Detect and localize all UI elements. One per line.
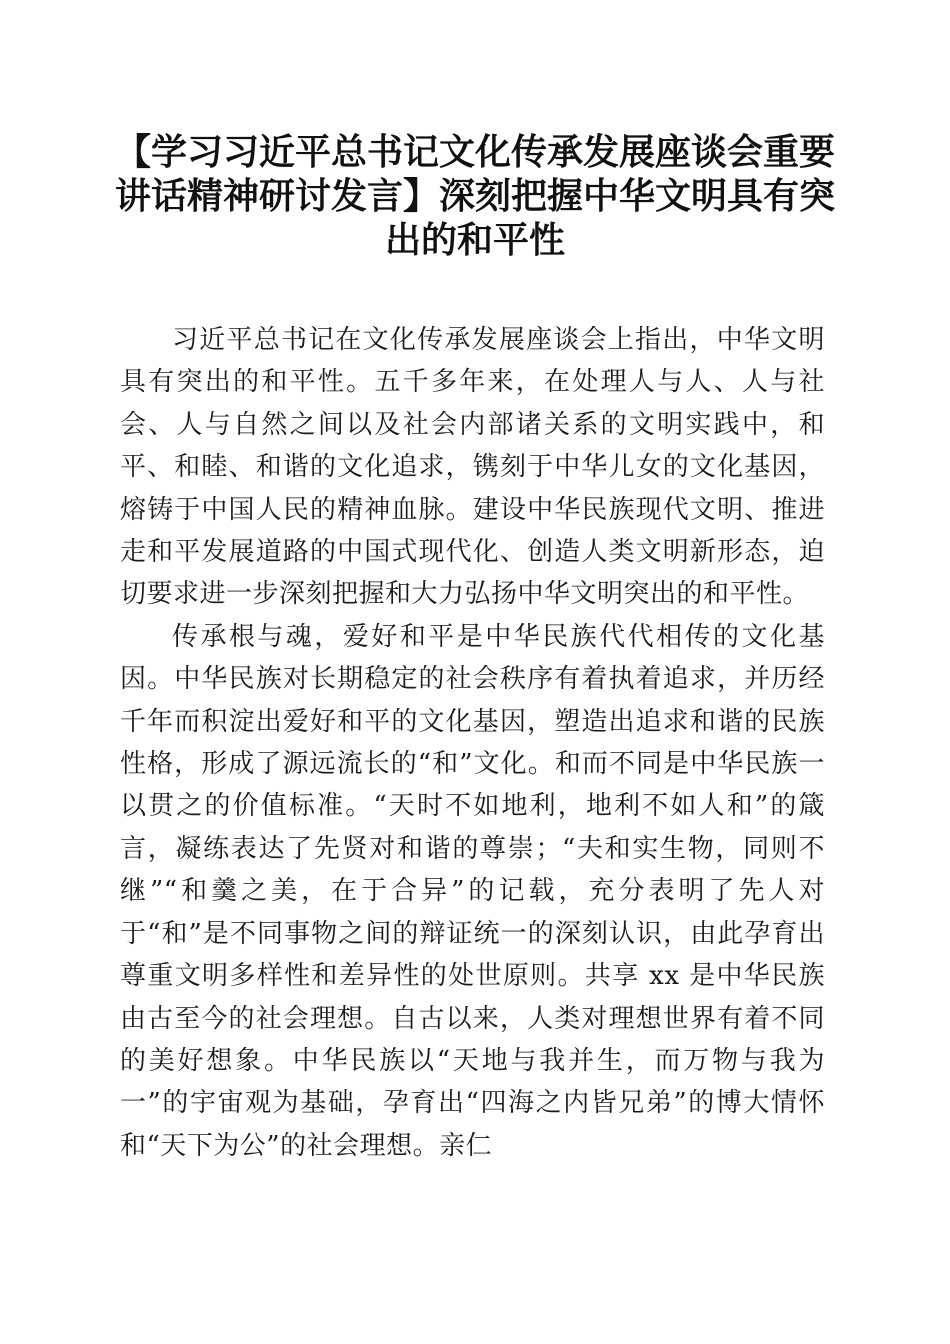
paragraph-1: 习近平总书记在文化传承发展座谈会上指出，中华文明具有突出的和平性。五千多年来，在处理人与人、人与社会、人与自然之间以及社会内部诸关系的文明实践中，和平、和睦、和谐的文化追求，镌刻于中华儿女的文化基因，熔铸于中国人民的精神血脉。建设中华民族现代文明、推进走和平发展道路的中国式现代化、创造人类文明新形态，迫切要求进一步深刻把握和大力弘扬中华文明突出的和平性。 bbox=[120, 325, 825, 610]
document-body bbox=[120, 319, 825, 1167]
document-title: 【学习习近平总书记文化传承发展座谈会重要讲话精神研讨发言】深刻把握中华文明具有突出的和平性 bbox=[114, 131, 835, 261]
paragraph-2: 传承根与魂，爱好和平是中华民族代代相传的文化基因。中华民族对长期稳定的社会秩序有着执着追求，并历经千年而积淀出爱好和平的文化基因，塑造出追求和谐的民族性格，形成了源远流长的“和”文化。和而不同是中华民族一以贯之的价值标准。“天时不如地利，地利不如人和”的箴言，凝练表达了先贤对和谐的尊崇；“夫和实生物，同则不继”“和羹之美，在于合异”的记载，充分表明了先人对于“和”是不同事物之间的辩证统一的深刻认识，由此孕育出尊重文明多样性和差异性的处世原则。共享 xx 是中华民族由古至今的社会理想。自古以来，人类对理想世界有着不同的美好想象。中华民族以“天地与我并生，而万物与我为一”的宇宙观为基础，孕育出“四海之内皆兄弟”的博大情怀和“天下为公”的社会理想。亲仁 bbox=[120, 621, 825, 1161]
